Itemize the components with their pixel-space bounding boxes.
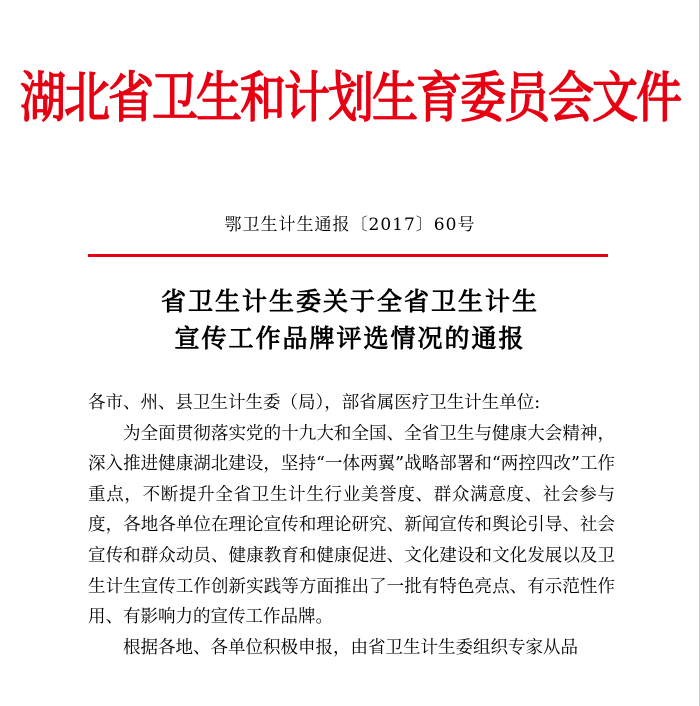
notice-title-line-1: 省卫生计生委关于全省卫生计生 [160, 287, 539, 316]
red-header-title: 湖北省卫生和计划生育委员会文件 [20, 65, 680, 130]
notice-title-line-2: 宣传工作品牌评选情况的通报 [174, 324, 526, 353]
notice-title [0, 283, 700, 357]
document-number: 鄂卫生计生通报〔2017〕60号 [224, 215, 476, 235]
paragraph-2: 根据各地、各单位积极申报，由省卫生计生委组织专家从品 [123, 637, 578, 658]
paragraph-1: 为全面贯彻落实党的十九大和全国、全省卫生与健康大会精神，深入推进健康湖北建设，坚持“一体两翼”战略部署和“两控四改”工作重点，不断提升全省卫生计生行业美誉度、群众满意度、社会参与度，各地各单位在理论宣传和理论研究、新闻宣传和舆论引导、社会宣传和群众动员、健康教育和健康促进、文化建设和文化发展以及卫生计生宣传工作创新实践等方面推出了一批有特色亮点、有示范性作用、有影响力的宣传工作品牌。 [88, 423, 615, 628]
salutation: 各市、州、县卫生计生委（局），部省属医疗卫生计生单位: [88, 393, 541, 413]
red-separator-line [88, 254, 608, 257]
body-text [88, 388, 615, 663]
